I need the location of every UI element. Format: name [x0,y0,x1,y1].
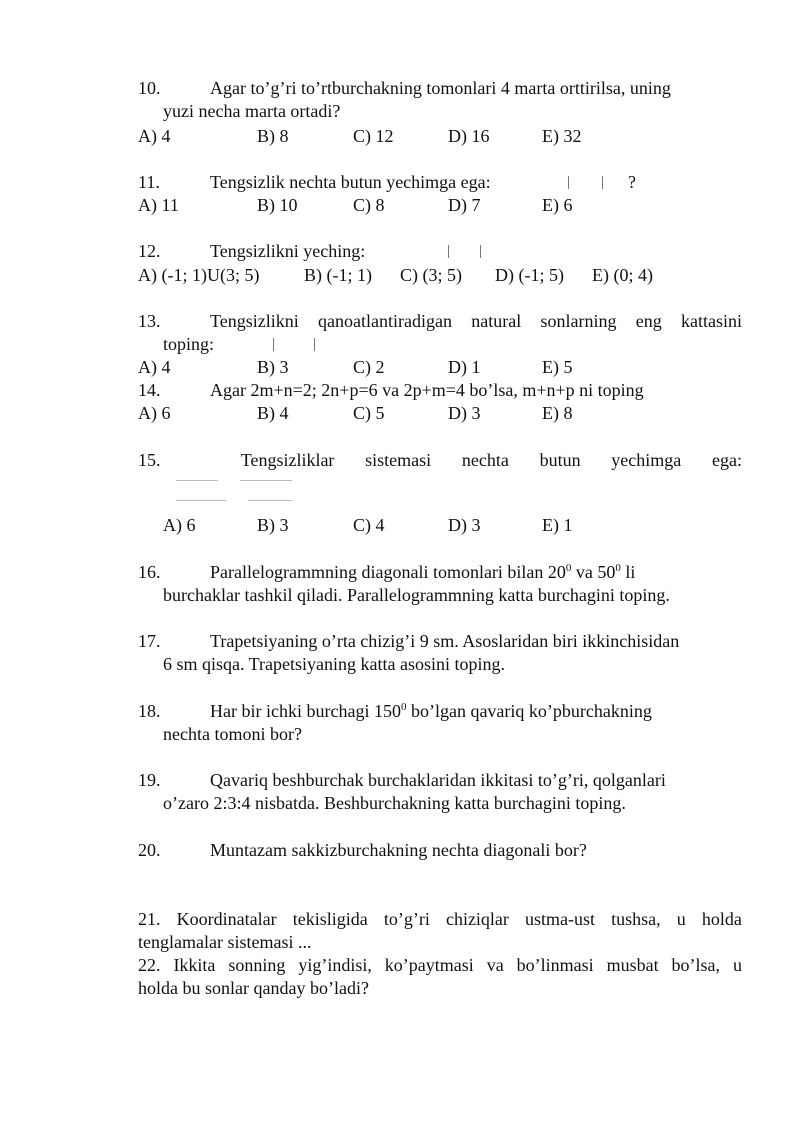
text-part: Parallelogrammning diagonali tomonlari bilan 20 [210,562,566,582]
word: va [486,955,504,975]
word: bo’lsa, [671,955,721,975]
option-e: E) 6 [542,195,573,215]
question-text: Qavariq beshburchak burchaklaridan ikkitasi to’g’ri, qolganlari [210,770,666,790]
question-text: Tengsizlik nechta butun yechimga ega: [210,172,491,192]
word: bo’linmasi [516,955,594,975]
question-number: 19. [138,770,161,790]
question-text [210,561,635,584]
word: eng [635,311,662,331]
question-text [138,954,742,977]
option-a: A) 11 [138,195,179,215]
option-e: E) 5 [542,357,573,377]
question-number: 11. [138,172,160,192]
option-b: B) (-1; 1) [304,265,372,285]
formula-placeholder-mark [448,245,449,258]
word: yig’indisi, [298,955,372,975]
question-number: 22. [138,955,161,975]
question-number: 18. [138,701,161,721]
question-end: ? [628,172,636,192]
word: musbat [606,955,659,975]
word: Ikkita [173,955,216,975]
word: u [732,955,742,975]
question-text [210,310,742,333]
question-number: 14. [138,380,161,400]
word: Tengsizlikni [210,311,299,331]
word: sonlarning [540,311,617,331]
option-b: B) 8 [257,126,289,146]
question-text-continued: 6 sm qisqa. Trapetsiyaning katta asosini toping. [163,654,505,674]
question-text [138,449,742,472]
formula-placeholder-mark [273,338,274,351]
question-text: Agar to’g’ri to’rtburchakning tomonlari 4 marta orttirilsa, uning [210,78,671,98]
text-part: Har bir ichki burchagi 150 [210,701,401,721]
option-a: A) 6 [138,403,171,423]
option-b: B) 4 [257,403,289,423]
option-d: D) 16 [448,126,490,146]
word: butun [539,450,581,470]
question-text-continued: nechta tomoni bor? [163,724,302,744]
option-c: C) 4 [353,515,385,535]
word: ega: [712,450,742,470]
question-number: 16. [138,562,161,582]
question-text-continued: yuzi necha marta ortadi? [163,101,341,121]
option-a: A) 4 [138,357,171,377]
question-number: 12. [138,241,161,261]
option-a: A) (-1; 1)U(3; 5) [138,265,260,285]
option-d: D) 1 [448,357,481,377]
word: ko’paytmasi [384,955,474,975]
question-number: 21. [138,909,161,929]
word: ustma-ust [525,909,596,929]
formula-placeholder-mark [568,176,569,189]
word: sonning [228,955,286,975]
question-text: Muntazam sakkizburchakning nechta diagonali bor? [210,840,587,860]
degree-superscript: 0 [400,701,407,713]
option-b: B) 3 [257,515,289,535]
question-number: 15. [138,450,161,470]
option-b: B) 3 [257,357,289,377]
option-d: D) (-1; 5) [495,265,564,285]
question-text-continued: toping: [163,334,215,354]
word: tekisligida [292,909,368,929]
fraction-bar-mark [176,500,226,501]
question-number: 17. [138,631,161,651]
question-text-continued: holda bu sonlar qanday bo’ladi? [138,978,369,998]
text-part: bo’lgan qavariq ko’pburchakning [406,701,652,721]
formula-placeholder-mark [480,245,481,258]
question-text-continued: o’zaro 2:3:4 nisbatda. Beshburchakning katta burchagini toping. [163,793,626,813]
option-a: A) 6 [163,515,196,535]
word: Koordinatalar [176,909,277,929]
fraction-bar-mark [240,480,292,481]
word: nechta [461,450,509,470]
question-text-continued: tenglamalar sistemasi ... [138,932,312,952]
fraction-bar-mark [176,480,218,481]
degree-superscript: 0 [615,562,621,574]
formula-placeholder-mark [602,176,603,189]
fraction-bar-mark [248,500,292,501]
word: sistemasi [365,450,432,470]
option-e: E) 8 [542,403,573,423]
text-part: li [620,562,636,582]
word: tushsa, [611,909,661,929]
word: holda [701,909,742,929]
question-text: Trapetsiyaning o’rta chizig’i 9 sm. Asoslaridan biri ikkinchisidan [210,631,680,651]
word: qanoatlantiradigan [318,311,452,331]
word: to’g’ri [383,909,430,929]
option-a: A) 4 [138,126,171,146]
option-e: E) (0; 4) [592,265,653,285]
text-part: va 50 [571,562,616,582]
question-text [210,700,652,723]
option-e: E) 32 [542,126,582,146]
option-c: C) 2 [353,357,385,377]
question-text: Tengsizlikni yeching: [210,241,366,261]
formula-placeholder-mark [314,338,315,351]
option-b: B) 10 [257,195,298,215]
option-c: C) 5 [353,403,385,423]
question-number: 13. [138,311,161,331]
word: u [676,909,686,929]
option-e: E) 1 [542,515,573,535]
question-text-continued: burchaklar tashkil qiladi. Parallelogrammning katta burchagini toping. [163,585,670,605]
degree-superscript: 0 [565,562,572,574]
question-number: 10. [138,78,161,98]
option-d: D) 7 [448,195,481,215]
question-text [138,908,742,931]
option-c: C) 8 [353,195,385,215]
word: yechimga [611,450,682,470]
option-d: D) 3 [448,403,481,423]
word: natural [471,311,522,331]
option-c: C) (3; 5) [400,265,462,285]
option-d: D) 3 [448,515,481,535]
question-number: 20. [138,840,161,860]
word: chiziqlar [445,909,509,929]
question-text: Agar 2m+n=2; 2n+p=6 va 2p+m=4 bo’lsa, m+n+p ni toping [210,380,644,400]
word: kattasini [681,311,742,331]
option-c: C) 12 [353,126,394,146]
word: Tengsizliklar [240,450,335,470]
